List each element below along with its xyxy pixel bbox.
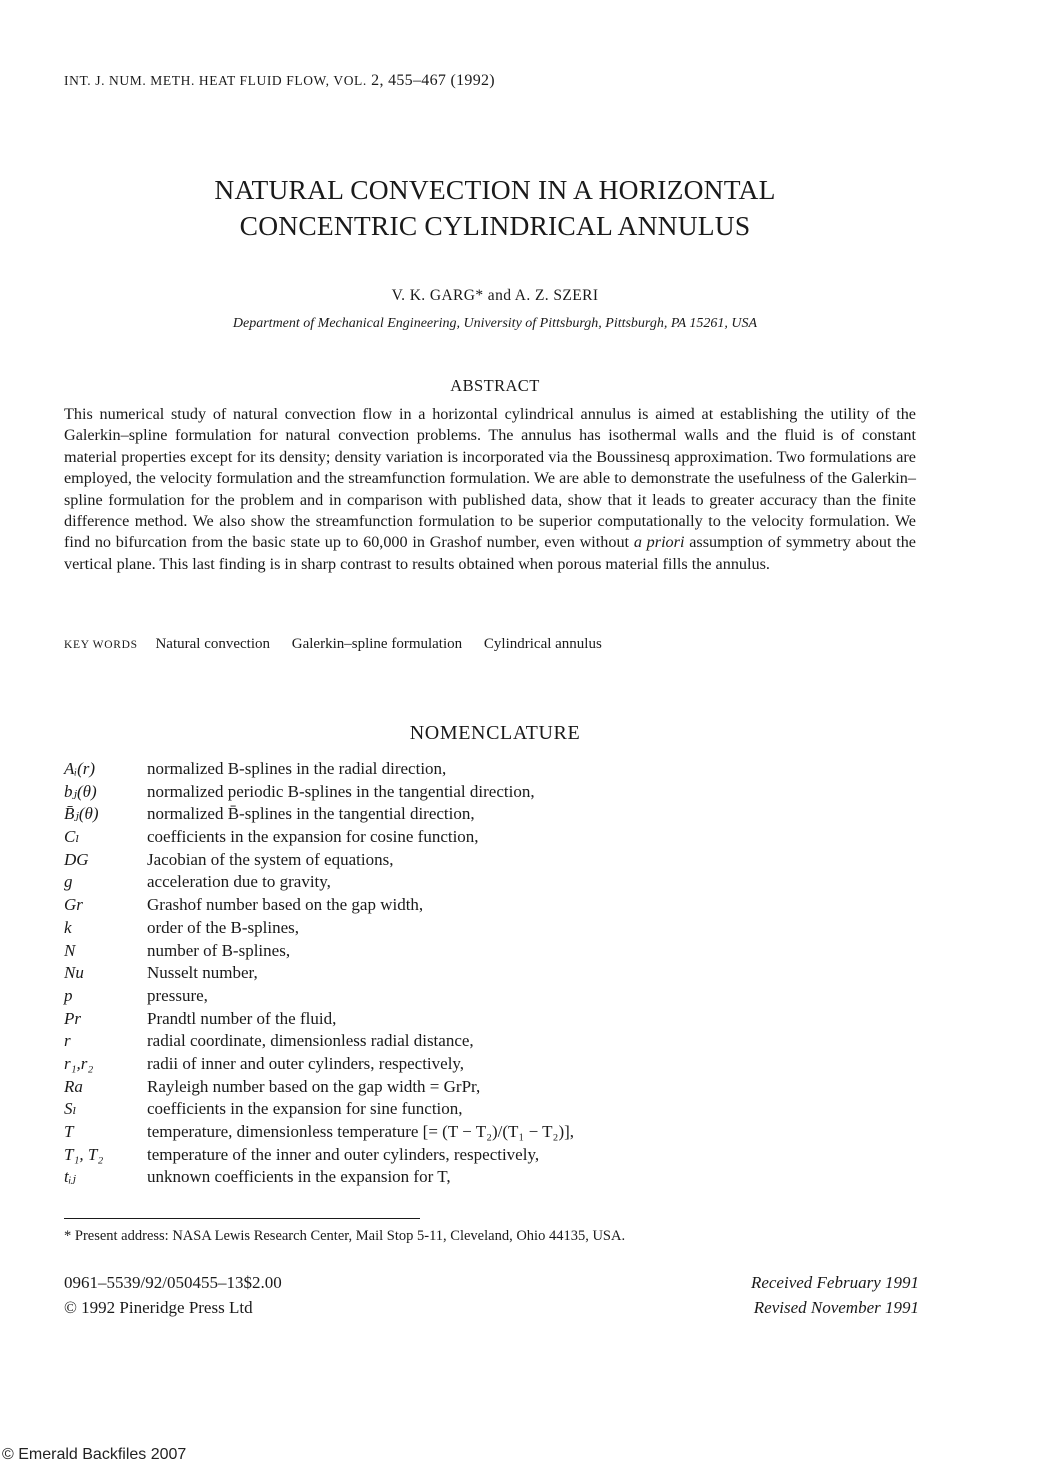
footnote: * Present address: NASA Lewis Research Center, Mail Stop 5-11, Cleveland, Ohio 44135, USA.: [64, 1228, 626, 1244]
nomenclature-definition: radii of inner and outer cylinders, respectively,: [147, 1053, 465, 1073]
nomenclature-entry: [64, 1144, 924, 1167]
nomenclature-entry: [64, 849, 924, 872]
nomenclature-entry: [64, 917, 924, 940]
nomenclature-definition: unknown coefficients in the expansion for T,: [147, 1167, 451, 1187]
nomenclature-definition: number of B-splines,: [147, 940, 291, 960]
journal-name: INT. J. NUM. METH. HEAT FLUID FLOW, VOL.: [64, 73, 367, 88]
nomenclature-entry: [64, 1121, 924, 1144]
nomenclature-symbol: Pr: [64, 1008, 81, 1028]
nomenclature-entry: [64, 894, 924, 917]
abstract-italic-term: a priori: [633, 533, 685, 552]
nomenclature-symbol: Cₗ: [64, 827, 80, 847]
issn-code: 0961–5539/92/050455–13$2.00: [64, 1273, 282, 1292]
nomenclature-symbol: g: [64, 872, 73, 892]
nomenclature-entry: [64, 1166, 924, 1189]
nomenclature-definition: radial coordinate, dimensionless radial distance,: [147, 1031, 474, 1051]
affiliation: Department of Mechanical Engineering, University of Pittsburgh, Pittsburgh, PA 15261, USA: [232, 316, 758, 331]
nomenclature-definition: normalized B̄-splines in the tangential direction,: [147, 804, 475, 824]
archive-watermark: © Emerald Backfiles 2007: [2, 1446, 187, 1463]
keywords-label: KEY WORDS: [64, 639, 138, 651]
keyword: Cylindrical annulus: [483, 636, 602, 652]
nomenclature-symbol: r₁,r₂: [64, 1053, 94, 1073]
nomenclature-definition: Grashof number based on the gap width,: [147, 895, 424, 915]
abstract-heading: ABSTRACT: [450, 376, 540, 395]
nomenclature-symbol: Gr: [64, 895, 83, 915]
authors: V. K. GARG* and A. Z. SZERI: [391, 287, 599, 304]
publication-codes: [64, 1270, 282, 1320]
abstract-text-part-1: This numerical study of natural convection flow in a horizontal cylindrical annulus is aimed at establishing the utility of the Galerkin–spline formulation for natural convection problems. The annulus has isothermal walls and the fluid is of constant material properties except for its density; density variation is incorporated via the Boussinesq approximation. Two formulations are employed, the velocity formulation and the streamfunction formulation. We are able to demonstrate the usefulness of the Galerkin–spline formulation for the problem and in comparison with published data, show that it leads to greater accuracy than the finite difference method. We also show the streamfunction formulation to be superior computationally to the velocity formulation. We find no bifurcation from the basic state up to 60,000 in Grashof number, even without: [64, 405, 916, 552]
nomenclature-definition: Prandtl number of the fluid,: [147, 1008, 337, 1028]
nomenclature-definition: coefficients in the expansion for sine function,: [147, 1099, 463, 1119]
nomenclature-entry: [64, 1053, 924, 1076]
nomenclature-symbol: DG: [64, 849, 89, 869]
nomenclature-definition: acceleration due to gravity,: [147, 872, 331, 892]
nomenclature-definition: temperature, dimensionless temperature [= (T − T₂)/(T₁ − T₂)],: [147, 1122, 575, 1141]
nomenclature-entry: [64, 803, 924, 826]
nomenclature-symbol: N: [64, 940, 76, 960]
nomenclature-symbol: p: [64, 985, 73, 1005]
nomenclature-symbol: Nu: [64, 963, 84, 983]
received-date: Received February 1991: [750, 1273, 919, 1292]
nomenclature-entry: [64, 781, 924, 804]
nomenclature-symbol: Aᵢ(r): [64, 759, 96, 778]
journal-citation: 2, 455–467 (1992): [366, 72, 495, 89]
revised-date: Revised November 1991: [753, 1298, 919, 1317]
nomenclature-entry: [64, 758, 924, 781]
nomenclature-entry: [64, 1076, 924, 1099]
nomenclature-list: [64, 758, 924, 1189]
nomenclature-entry: [64, 962, 924, 985]
footnote-divider: [64, 1218, 420, 1219]
abstract-text-part-2: assumption of symmetry about the vertical plane. This last finding is in sharp contrast to results obtained when porous material fills the annulus.: [64, 533, 916, 573]
nomenclature-definition: order of the B-splines,: [147, 917, 300, 937]
keywords: [64, 636, 620, 653]
nomenclature-definition: normalized periodic B-splines in the tangential direction,: [147, 781, 535, 801]
nomenclature-symbol: r: [64, 1031, 71, 1051]
nomenclature-definition: Rayleigh number based on the gap width = GrPr,: [147, 1076, 481, 1096]
nomenclature-entry: [64, 940, 924, 963]
nomenclature-entry: [64, 985, 924, 1008]
title-line-1: NATURAL CONVECTION IN A HORIZONTAL: [214, 174, 776, 205]
nomenclature-definition: coefficients in the expansion for cosine function,: [147, 827, 479, 847]
nomenclature-symbol: k: [64, 917, 72, 937]
nomenclature-entry: [64, 871, 924, 894]
nomenclature-symbol: T₁, T₂: [64, 1144, 104, 1164]
nomenclature-symbol: Ra: [64, 1076, 83, 1096]
copyright-line: © 1992 Pineridge Press Ltd: [64, 1298, 253, 1317]
nomenclature-heading: NOMENCLATURE: [409, 722, 581, 744]
nomenclature-symbol: tᵢⱼ: [64, 1167, 76, 1187]
journal-header: [64, 72, 495, 90]
nomenclature-symbol: B̄ⱼ(θ): [64, 804, 99, 824]
nomenclature-definition: pressure,: [147, 985, 208, 1005]
paper-title: [0, 172, 990, 244]
title-line-2: CONCENTRIC CYLINDRICAL ANNULUS: [239, 210, 751, 241]
abstract-text: [64, 404, 916, 575]
keyword: Natural convection: [155, 636, 271, 652]
nomenclature-entry: [64, 1008, 924, 1031]
keyword: Galerkin–spline formulation: [291, 636, 463, 652]
nomenclature-entry: [64, 1030, 924, 1053]
nomenclature-entry: [64, 826, 924, 849]
nomenclature-definition: normalized B-splines in the radial direction,: [147, 759, 447, 778]
nomenclature-symbol: T: [64, 1122, 74, 1141]
nomenclature-definition: Jacobian of the system of equations,: [147, 849, 394, 869]
nomenclature-definition: temperature of the inner and outer cylinders, respectively,: [147, 1144, 540, 1164]
manuscript-dates: [751, 1270, 919, 1320]
nomenclature-symbol: bⱼ(θ): [64, 781, 97, 801]
nomenclature-symbol: Sₗ: [64, 1099, 77, 1119]
nomenclature-entry: [64, 1098, 924, 1121]
nomenclature-definition: Nusselt number,: [147, 963, 258, 983]
